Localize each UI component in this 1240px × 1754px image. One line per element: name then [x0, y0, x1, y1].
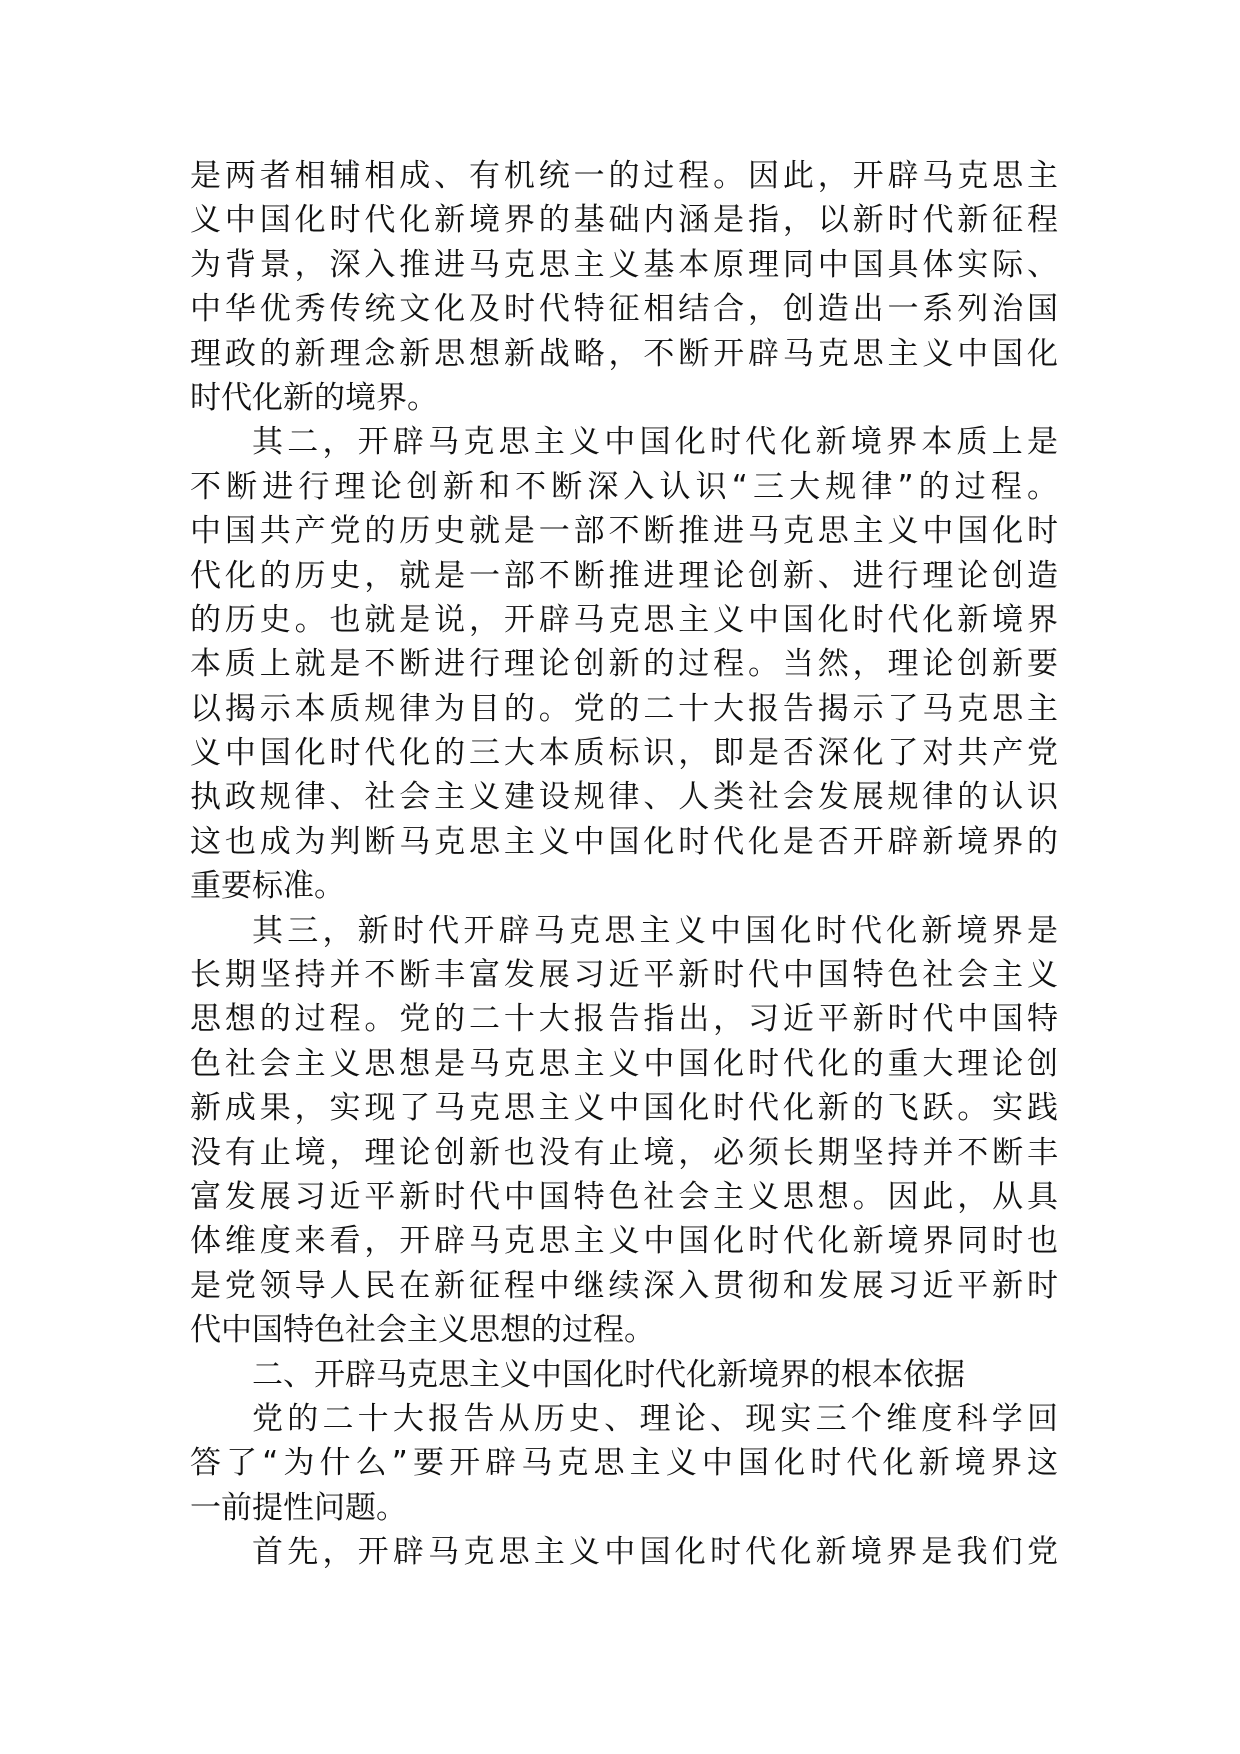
text-line: 这也成为判断马克思主义中国化时代化是否开辟新境界的	[190, 823, 1058, 860]
text-line: 的历史。也就是说，开辟马克思主义中国化时代化新境界	[190, 601, 1058, 638]
text-line: 理政的新理念新思想新战略，不断开辟马克思主义中国化	[190, 335, 1058, 372]
text-line: 思想的过程。党的二十大报告指出，习近平新时代中国特	[190, 1001, 1058, 1038]
text-line: 是两者相辅相成、有机统一的过程。因此，开辟马克思主	[190, 158, 1058, 194]
document-page	[190, 154, 1058, 1575]
text-line: 中国共产党的历史就是一部不断推进马克思主义中国化时	[190, 513, 1058, 550]
text-line: 色社会主义思想是马克思主义中国化时代化的重大理论创	[190, 1045, 1058, 1082]
text-line: 中华优秀传统文化及时代特征相结合，创造出一系列治国	[190, 291, 1058, 328]
text-line: 富发展习近平新时代中国特色社会主义思想。因此，从具	[190, 1178, 1058, 1215]
text-line: 时代化新的境界。	[190, 379, 438, 416]
text-line: 长期坚持并不断丰富发展习近平新时代中国特色社会主义	[190, 957, 1058, 994]
text-line: 是党领导人民在新征程中继续深入贯彻和发展习近平新时	[190, 1267, 1058, 1304]
text-line: 代中国特色社会主义思想的过程。	[190, 1312, 655, 1349]
text-line: 其三，新时代开辟马克思主义中国化时代化新境界是	[252, 912, 1058, 949]
text-line: 党的二十大报告从历史、理论、现实三个维度科学回	[252, 1400, 1058, 1437]
text-line: 一前提性问题。	[190, 1489, 407, 1526]
text-line: 执政规律、社会主义建设规律、人类社会发展规律的认识	[190, 779, 1058, 816]
text-line: 首先，开辟马克思主义中国化时代化新境界是我们党	[252, 1534, 1058, 1571]
text-line: 其二，开辟马克思主义中国化时代化新境界本质上是	[252, 424, 1058, 461]
text-line: 义中国化时代化新境界的基础内涵是指，以新时代新征程	[190, 202, 1058, 239]
text-line: 新成果，实现了马克思主义中国化时代化新的飞跃。实践	[190, 1090, 1058, 1127]
text-line: 代化的历史，就是一部不断推进理论创新、进行理论创造	[190, 557, 1058, 594]
text-line: 二、开辟马克思主义中国化时代化新境界的根本依据	[252, 1356, 965, 1393]
text-line: 义中国化时代化的三大本质标识，即是否深化了对共产党	[190, 735, 1058, 772]
text-line: 没有止境，理论创新也没有止境，必须长期坚持并不断丰	[190, 1134, 1058, 1171]
text-line: 为背景，深入推进马克思主义基本原理同中国具体实际、	[190, 246, 1058, 283]
text-line: 以揭示本质规律为目的。党的二十大报告揭示了马克思主	[190, 690, 1058, 727]
text-line: 体维度来看，开辟马克思主义中国化时代化新境界同时也	[190, 1223, 1058, 1260]
text-line: 本质上就是不断进行理论创新的过程。当然，理论创新要	[190, 646, 1058, 683]
text-line: 重要标准。	[190, 868, 345, 905]
text-line: 答了“为什么”要开辟马克思主义中国化时代化新境界这	[190, 1445, 1058, 1482]
text-line: 不断进行理论创新和不断深入认识“三大规律”的过程。	[190, 468, 1058, 505]
